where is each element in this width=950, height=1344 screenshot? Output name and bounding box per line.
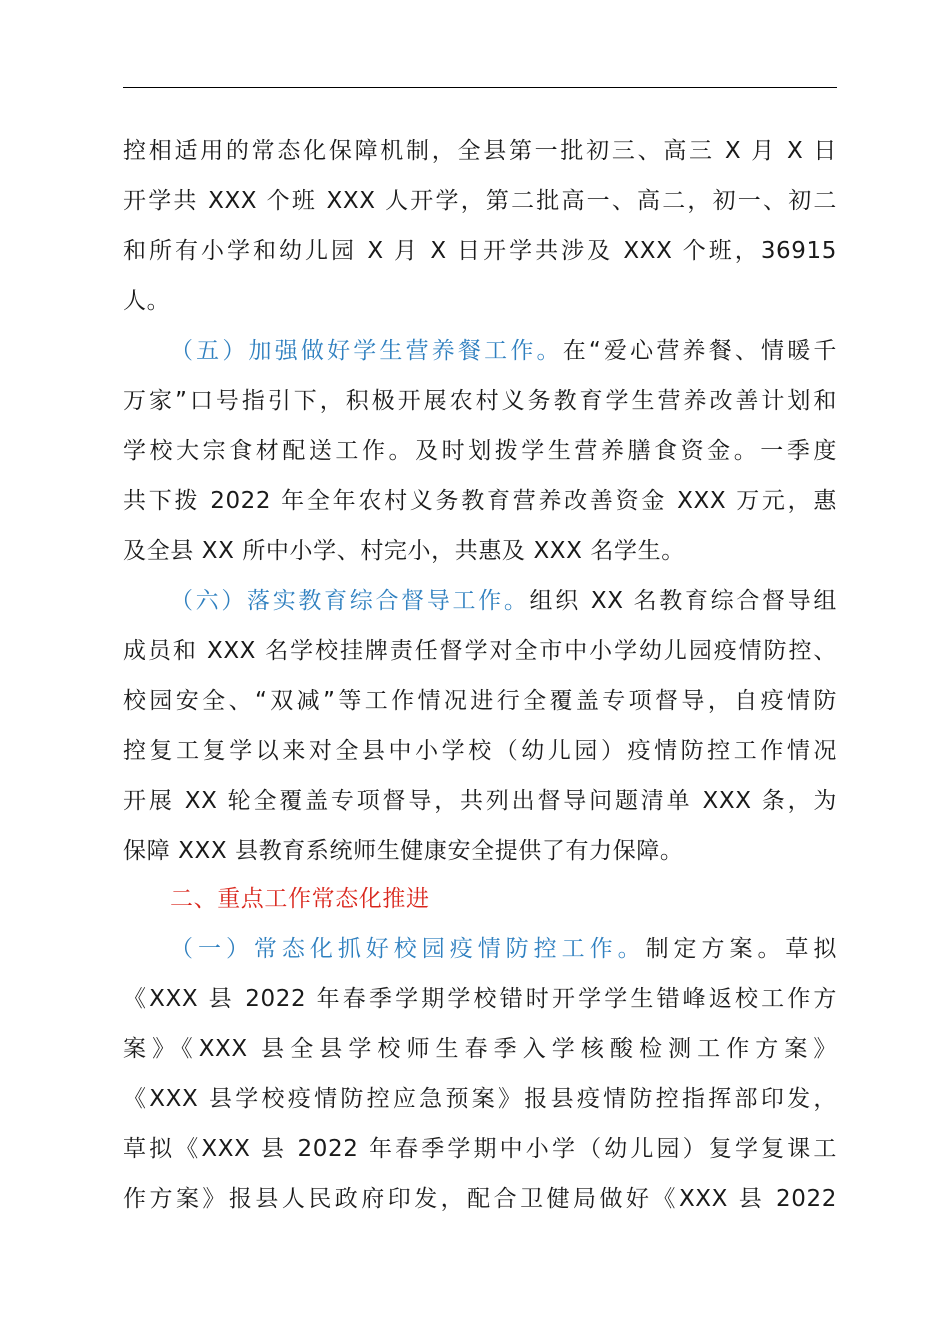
paragraph-1-heading: （一）常态化抓好校园疫情防控工作。 bbox=[170, 936, 646, 962]
text-line: 草拟《XXX 县 2022 年春季学期中小学（幼儿园）复学复课工 bbox=[123, 1136, 837, 1162]
text-span: 制定方案。草拟 bbox=[645, 936, 838, 962]
text-line: 《XXX 县学校疫情防控应急预案》报县疫情防控指挥部印发， bbox=[123, 1086, 837, 1112]
text-line: 开学共 XXX 个班 XXX 人开学，第二批高一、高二，初一、初二 bbox=[123, 188, 837, 214]
paragraph-5-heading: （五）加强做好学生营养餐工作。 bbox=[170, 338, 563, 364]
section-2-title: 二、重点工作常态化推进 bbox=[170, 886, 430, 912]
text-line: 学校大宗食材配送工作。及时划拨学生营养膳食资金。一季度 bbox=[123, 438, 837, 464]
text-line: 共下拨 2022 年全年农村义务教育营养改善资金 XXX 万元，惠 bbox=[123, 488, 837, 514]
text-span: 组织 XX 名教育综合督导组 bbox=[529, 588, 837, 614]
text-line: 控相适用的常态化保障机制，全县第一批初三、高三 X 月 X 日 bbox=[123, 138, 837, 164]
text-line: 及全县 XX 所中小学、村完小，共惠及 XXX 名学生。 bbox=[123, 538, 685, 564]
text-line: 作方案》报县人民政府印发，配合卫健局做好《XXX 县 2022 bbox=[123, 1186, 837, 1212]
text-line: 万家”口号指引下，积极开展农村义务教育学生营养改善计划和 bbox=[123, 388, 837, 414]
text-line: 案》《XXX 县全县学校师生春季入学核酸检测工作方案》 bbox=[123, 1036, 837, 1062]
text-line: 校园安全、“双减”等工作情况进行全覆盖专项督导，自疫情防 bbox=[123, 688, 837, 714]
paragraph-6-heading: （六）落实教育综合督导工作。 bbox=[170, 588, 530, 614]
text-line: 开展 XX 轮全覆盖专项督导，共列出督导问题清单 XXX 条，为 bbox=[123, 788, 837, 814]
text-line: 保障 XXX 县教育系统师生健康安全提供了有力保障。 bbox=[123, 838, 684, 864]
text-line: 和所有小学和幼儿园 X 月 X 日开学共涉及 XXX 个班，36915 bbox=[123, 238, 837, 264]
paragraph-1-first-line bbox=[170, 935, 837, 963]
text-line: 人。 bbox=[123, 288, 171, 314]
text-span: 在“爱心营养餐、情暖千 bbox=[562, 338, 838, 364]
paragraph-6-first-line bbox=[170, 587, 837, 615]
text-line: 控复工复学以来对全县中小学校（幼儿园）疫情防控工作情况 bbox=[123, 738, 837, 764]
paragraph-5-first-line bbox=[170, 337, 837, 365]
text-line: 《XXX 县 2022 年春季学期学校错时开学学生错峰返校工作方 bbox=[123, 986, 837, 1012]
header-rule bbox=[123, 87, 837, 88]
text-line: 成员和 XXX 名学校挂牌责任督学对全市中小学幼儿园疫情防控、 bbox=[123, 638, 837, 664]
